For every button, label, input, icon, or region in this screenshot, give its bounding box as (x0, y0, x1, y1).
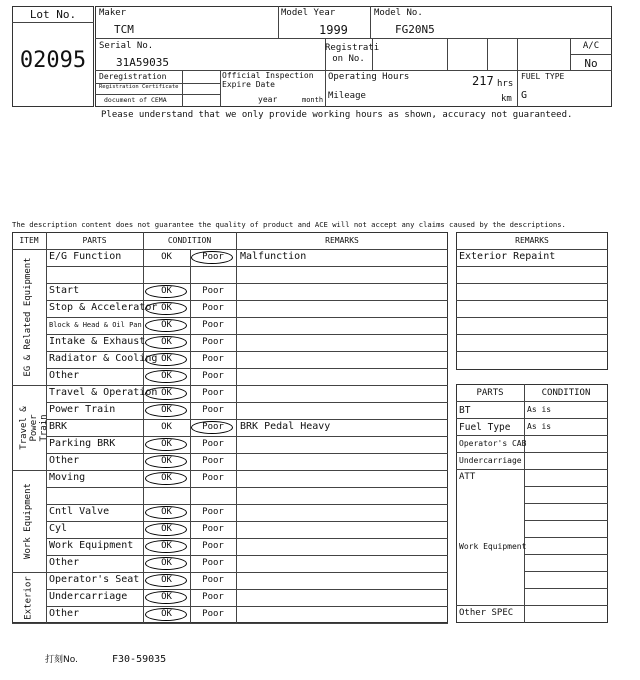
ok-option: OK (161, 524, 172, 534)
poor-circle-mark (191, 421, 233, 434)
group-label: Work Equipment (23, 483, 33, 559)
mileage-label: Mileage (328, 91, 366, 101)
ok-circle-mark (145, 438, 187, 451)
km-label: km (501, 94, 512, 104)
ok-circle-mark (145, 387, 187, 400)
remarks-cell: Exterior Repaint (459, 251, 556, 262)
att-label: ATT (459, 472, 476, 482)
poor-option: Poor (202, 507, 224, 517)
ok-circle-mark (145, 455, 187, 468)
fuel-type-value: G (521, 90, 528, 101)
ok-option: OK (161, 473, 172, 483)
lot-label: Lot No. (29, 8, 77, 21)
poor-circle-mark (191, 251, 233, 264)
model-no-value: FG20N5 (395, 23, 435, 36)
ok-circle-mark (145, 506, 187, 519)
parts-cell: BT (459, 405, 471, 416)
poor-option: Poor (202, 422, 224, 432)
part-label: Other (49, 608, 80, 619)
row-divider (456, 605, 608, 606)
ok-circle-mark (145, 574, 187, 587)
part-label: Other (49, 370, 80, 381)
poor-option: Poor (202, 456, 224, 466)
fuel-type-label: FUEL TYPE (521, 72, 565, 81)
part-label: Power Train (49, 404, 116, 415)
cema-document-label: document of CEMA (104, 96, 167, 104)
poor-option: Poor (202, 439, 224, 449)
poor-option: Poor (202, 473, 224, 483)
inspection-expire-label: Expire Date (222, 80, 275, 89)
ok-circle-mark (145, 591, 187, 604)
row-divider (524, 486, 608, 487)
ok-circle-mark (145, 370, 187, 383)
ok-option: OK (161, 541, 172, 551)
ok-option: OK (161, 422, 172, 432)
part-label: Operator's Seat (49, 574, 140, 585)
ok-option: OK (161, 405, 172, 415)
condition-cell: As is (527, 405, 552, 414)
ok-option: OK (161, 337, 172, 347)
part-label: BRK (49, 421, 68, 432)
ok-circle-mark (145, 557, 187, 570)
poor-option: Poor (202, 252, 224, 262)
ok-option: OK (161, 252, 172, 262)
condition-header: CONDITION (167, 236, 212, 245)
poor-option: Poor (202, 354, 224, 364)
ok-circle-mark (145, 285, 187, 298)
registration-certificate-label: Registration Certificate (99, 84, 179, 90)
ok-option: OK (161, 303, 172, 313)
poor-option: Poor (202, 388, 224, 398)
remark-text: Malfunction (240, 251, 307, 262)
ok-circle-mark (145, 608, 187, 621)
part-label: Other (49, 557, 80, 568)
item-header: ITEM (19, 236, 39, 245)
disclaimer-text: The description content does not guarantee the quality of product and ACE will not accept any claims caused by the descriptions. (12, 220, 566, 229)
hours-notice: Please understand that we only provide working hours as shown, accuracy not guaranteed. (101, 110, 573, 120)
ok-option: OK (161, 592, 172, 602)
ok-circle-mark (145, 319, 187, 332)
parts-table-condition-header: CONDITION (541, 388, 591, 398)
maker-label: Maker (99, 8, 127, 18)
model-year-label: Model Year (281, 8, 336, 18)
registration-label: Registrati (325, 43, 380, 53)
stamp-number: F30-59035 (112, 654, 167, 665)
poor-option: Poor (202, 303, 224, 313)
ok-circle-mark (145, 523, 187, 536)
poor-option: Poor (202, 524, 224, 534)
month-label: month (302, 96, 324, 104)
group-label: Travel & Power Train (19, 405, 49, 450)
row-divider (524, 588, 608, 589)
part-label: Cntl Valve (49, 506, 110, 517)
part-label: Moving (49, 472, 86, 483)
operating-hours-value: 217 (472, 74, 494, 88)
part-label: Cyl (49, 523, 68, 534)
ok-option: OK (161, 439, 172, 449)
remarks-table-header: REMARKS (515, 236, 549, 245)
poor-option: Poor (202, 371, 224, 381)
row-divider (456, 452, 608, 453)
poor-option: Poor (202, 405, 224, 415)
row-divider (524, 503, 608, 504)
ok-circle-mark (145, 302, 187, 315)
part-label: Parking BRK (49, 438, 116, 449)
ok-option: OK (161, 609, 172, 619)
maker-value: TCM (114, 23, 134, 36)
part-label: Travel & Operation (49, 387, 158, 398)
ok-option: OK (161, 371, 172, 381)
inspection-label: Official Inspection (222, 71, 314, 80)
row-divider (524, 554, 608, 555)
ok-option: OK (161, 558, 172, 568)
ok-circle-mark (145, 540, 187, 553)
ok-option: OK (161, 507, 172, 517)
deregistration-label: Deregistration (99, 72, 167, 81)
serial-value: 31A59035 (116, 56, 169, 69)
remarks-header: REMARKS (325, 236, 359, 245)
part-label: Start (49, 285, 80, 296)
row-divider (456, 418, 608, 419)
row-divider (524, 520, 608, 521)
lot-number: 02095 (19, 48, 87, 73)
part-label: E/G Function (49, 251, 122, 262)
row-divider (524, 571, 608, 572)
ok-circle-mark (145, 353, 187, 366)
part-label: Undercarriage (49, 591, 128, 602)
model-year-value: 1999 (319, 23, 348, 37)
parts-table-parts-header: PARTS (476, 388, 504, 398)
ok-circle-mark (145, 472, 187, 485)
operating-hours-label: Operating Hours (328, 72, 410, 82)
ok-option: OK (161, 286, 172, 296)
row-divider (456, 435, 608, 436)
poor-option: Poor (202, 337, 224, 347)
model-no-label: Model No. (374, 8, 423, 18)
row-divider (456, 469, 608, 470)
parts-cell: Operator's CAB (459, 439, 527, 448)
part-label: Intake & Exhaust (49, 336, 146, 347)
poor-option: Poor (202, 286, 224, 296)
stamp-label: 打刻No. (45, 655, 78, 665)
ok-option: OK (161, 575, 172, 585)
ok-circle-mark (145, 404, 187, 417)
work-equipment-label: Work Equipment (459, 542, 527, 551)
ok-option: OK (161, 388, 172, 398)
part-label: Work Equipment (49, 540, 134, 551)
poor-option: Poor (202, 592, 224, 602)
poor-option: Poor (202, 541, 224, 551)
poor-option: Poor (202, 575, 224, 585)
row-divider (524, 537, 608, 538)
other-spec-label: Other SPEC (459, 608, 514, 618)
parts-header: PARTS (82, 236, 107, 245)
part-label: Block & Head & Oil Pan (49, 321, 142, 329)
parts-cell: Fuel Type (459, 422, 511, 433)
ac-value: No (584, 57, 598, 70)
registration-label-2: on No. (332, 54, 365, 64)
poor-option: Poor (202, 558, 224, 568)
remark-text: BRK Pedal Heavy (240, 421, 331, 432)
condition-cell: As is (527, 422, 552, 431)
group-label: Exterior (23, 575, 33, 620)
part-label: Other (49, 455, 80, 466)
ok-option: OK (161, 320, 172, 330)
ok-circle-mark (145, 336, 187, 349)
ok-option: OK (161, 354, 172, 364)
hrs-label: hrs (497, 79, 514, 89)
poor-option: Poor (202, 320, 224, 330)
group-label: EG & Related Equipment (23, 257, 33, 377)
part-label: Stop & Accelerator (49, 302, 158, 313)
ok-option: OK (161, 456, 172, 466)
part-label: Radiator & Cooling (49, 353, 158, 364)
parts-cell: Undercarriage (459, 456, 522, 465)
ac-label: A/C (582, 41, 600, 51)
year-label: year (258, 95, 278, 104)
poor-option: Poor (202, 609, 224, 619)
serial-label: Serial No. (99, 41, 154, 51)
